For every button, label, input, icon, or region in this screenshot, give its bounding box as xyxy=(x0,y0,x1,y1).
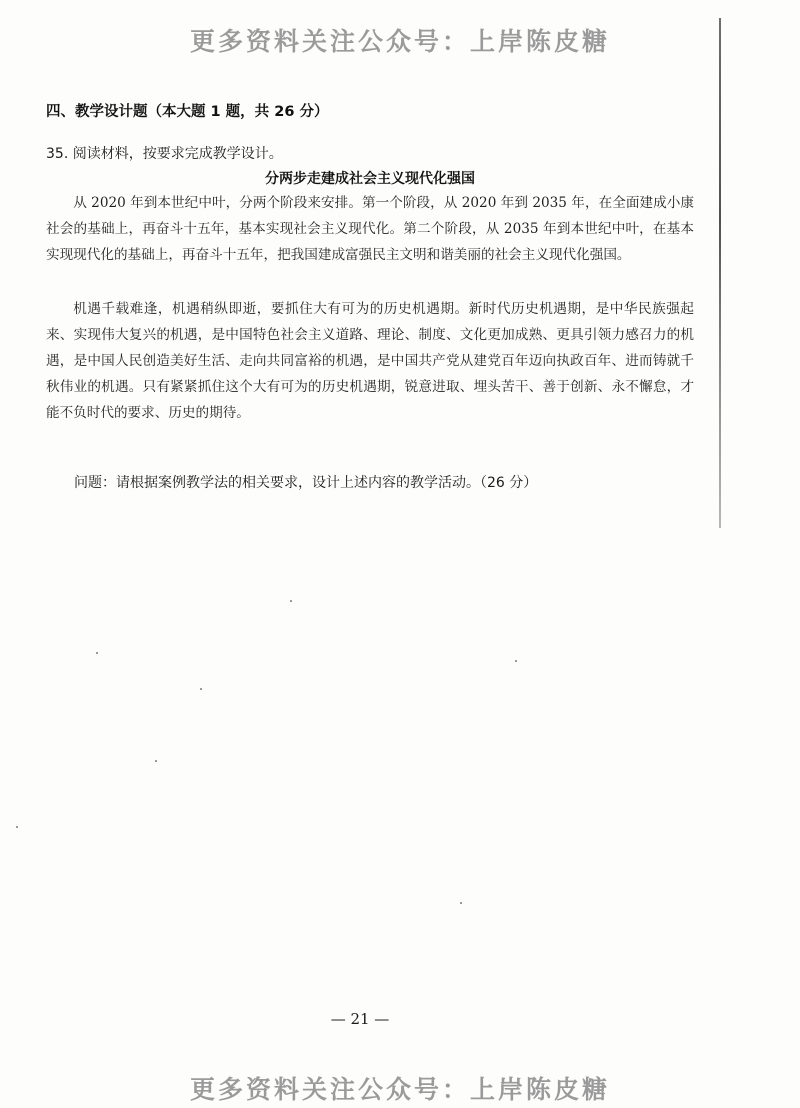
scan-speck xyxy=(290,600,292,602)
watermark-top: 更多资料关注公众号：上岸陈皮糖 xyxy=(189,27,610,56)
watermark-bottom: 更多资料关注公众号：上岸陈皮糖 xyxy=(189,1075,610,1104)
material-title: 分两步走建成社会主义现代化强国 xyxy=(265,171,475,187)
question-prompt: 问题：请根据案例教学法的相关要求，设计上述内容的教学活动。（26 分） xyxy=(74,475,538,491)
paragraph-text: 机遇千载难逢，机遇稍纵即逝，要抓住大有可为的历史机遇期。新时代历史机遇期，是中华民族强起来、实现伟大复兴的机遇，是中国特色社会主义道路、理论、制度、文化更加成熟、更具引领力感召力的机遇，是中国人民创造美好生活、走向共同富裕的机遇，是中国共产党从建党百年迈向执政百年、进而铸就千秋伟业的机遇。只有紧紧抓住这个大有可为的历史机遇期，锐意进取、埋头苦干、善于创新、永不懈怠，才能不负时代的要求、历史的期待。 xyxy=(46,301,694,421)
scan-speck xyxy=(16,826,18,828)
scan-edge-line xyxy=(719,18,721,528)
material-paragraph-2 xyxy=(46,296,694,426)
scan-speck xyxy=(96,652,98,654)
material-paragraph-1 xyxy=(46,190,694,268)
paragraph-text: 从 2020 年到本世纪中叶，分两个阶段来安排。第一个阶段，从 2020 年到 2035 年，在全面建成小康社会的基础上，再奋斗十五年，基本实现社会主义现代化。第二个阶段，从 2035 年到本世纪中叶，在基本实现现代化的基础上，再奋斗十五年，把我国建成富强民主文明和谐美丽的社会主义现代化强国。 xyxy=(46,195,694,263)
question-intro: 35. 阅读材料，按要求完成教学设计。 xyxy=(46,146,283,162)
scan-speck xyxy=(155,760,157,762)
scan-speck xyxy=(460,902,462,904)
page-number: — 21 — xyxy=(330,1010,390,1028)
scan-speck xyxy=(200,688,202,690)
section-heading: 四、教学设计题（本大题 1 题，共 26 分） xyxy=(46,104,329,120)
scan-speck xyxy=(515,660,517,662)
